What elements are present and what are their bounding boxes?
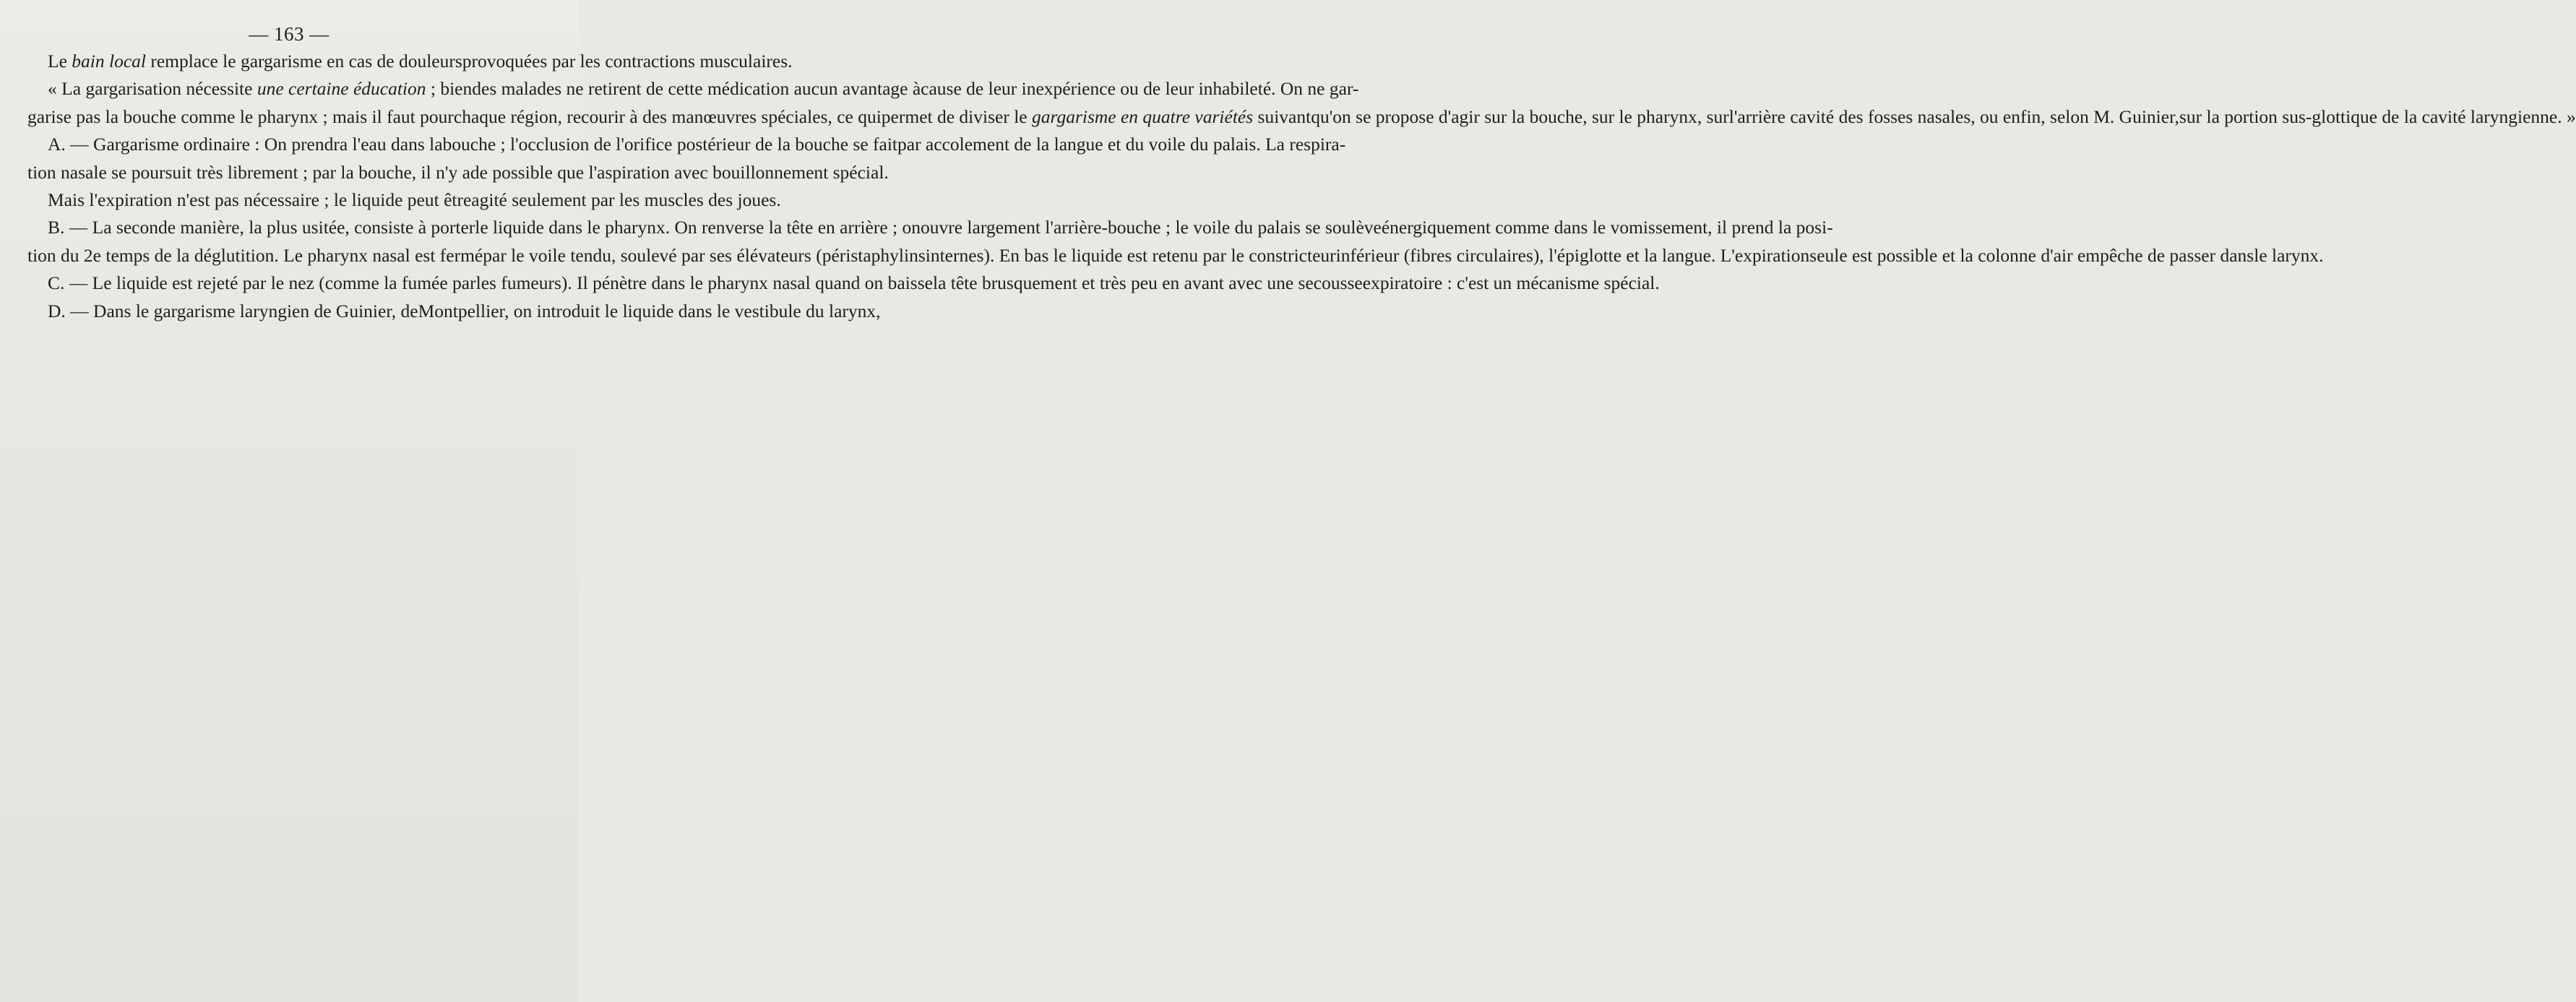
paragraph [27,48,793,75]
text-run: par le voile tendu, soulevé par ses élévateurs (péristaphylins [483,244,926,266]
text-line [471,189,780,210]
text-line [1363,272,1660,293]
italic-text: bain local [72,51,146,72]
text-run: D. — Dans le gargarisme laryngien de Guinier, de [48,300,418,321]
text-line [454,106,882,127]
text-run: provoquées par les contractions musculaires. [462,51,793,72]
text-run: énergiquement comme dans le vomissement, il prend la posi- [1381,217,1833,238]
text-run: A. — Gargarisme ordinaire : On prendra l'eau dans la [48,134,443,155]
text-run: bouche ; l'occlusion de l'orifice postérieur de la bouche se fait [442,134,897,155]
text-run: par accolement de la langue et du voile du palais. La respira- [897,134,1346,155]
text-run: tion du 2e temps de la déglutition. Le pharynx nasal est fermé [27,244,483,266]
text-run: les fumeurs). Il pénètre dans le pharynx nasal quand on baisse [475,272,933,294]
text-run: de possible que l'aspiration avec bouillonnement spécial. [470,161,889,183]
text-run: expiratoire : c'est un mécanisme spécial. [1362,272,1660,294]
text-run: chaque région, recourir à des manœuvres spéciales, ce qui [453,105,882,127]
text-line [475,217,921,238]
text-line [483,245,926,266]
text-run: l'arrière cavité des fosses nasales, ou enfin, selon M. Guinier, [1728,105,2179,127]
text-line [27,217,475,238]
text-run: ouvre largement l'arrière-bouche ; le voile du palais se soulève [921,217,1382,238]
text-line [897,134,1345,155]
text-run: agité seulement par les muscles des joues. [471,189,781,211]
page-number: — 163 — [249,23,329,45]
page-text-body [27,48,2576,325]
paragraph [27,298,881,325]
text-line [933,272,1363,293]
text-line [27,134,443,155]
text-line [926,245,1336,266]
paragraph [27,131,1346,186]
text-run: B. — La seconde manière, la plus usitée, consiste à porter [48,217,475,238]
text-run: seule est possible et la colonne d'air empêche de passer dans [1809,244,2254,266]
text-line [27,189,471,210]
text-run: qu'on se propose d'agir sur la bouche, sur le pharynx, sur [1311,105,1729,127]
text-line [27,162,470,183]
text-run: remplace le gargarisme en cas de douleurs [145,51,462,72]
text-line [1809,245,2254,266]
text-line [27,301,418,321]
paragraph [27,214,2324,269]
text-line [462,51,793,72]
text-line [2254,245,2323,266]
text-run: Mais l'expiration n'est pas nécessaire ; le liquide peut être [48,189,472,211]
text-line [1382,217,1833,238]
paragraph [27,269,1660,297]
text-run: garise pas la bouche comme le pharynx ; mais il faut pour [27,105,454,127]
text-line [418,301,881,321]
text-line [1311,106,1729,127]
text-line [1336,245,1810,266]
paragraph [27,75,2576,131]
text-run: cause de leur inexpérience ou de leur inhabileté. On ne gar- [921,78,1359,100]
paragraph [27,186,781,214]
text-run: Le [48,51,72,72]
text-run: « La gargarisation nécessite [48,78,257,100]
text-line [472,78,921,99]
text-run: ; bien [426,78,473,100]
text-line [443,134,897,155]
text-run: sur la portion sus-glottique de la cavité laryngienne. » [2179,105,2576,127]
text-line [921,78,1358,99]
italic-text: une certaine éducation [257,78,426,100]
text-run: le liquide dans le pharynx. On renverse la tête en arrière ; on [475,217,921,238]
text-run: suivant [1253,105,1311,127]
text-line [476,272,933,293]
text-line [27,106,454,127]
text-line [2179,106,2576,127]
text-run: C. — Le liquide est rejeté par le nez (comme la fumée par [48,272,476,294]
text-run: internes). En bas le liquide est retenu par le constricteur [925,244,1336,266]
text-line [882,106,1311,127]
text-run: le larynx. [2254,244,2324,266]
text-line [27,272,476,293]
text-run: inférieur (fibres circulaires), l'épiglotte et la langue. L'expiration [1335,244,1810,266]
italic-text: gargarisme en quatre variétés [1031,105,1254,127]
text-run: des malades ne retirent de cette médication aucun avantage à [472,78,921,100]
text-run: tion nasale se poursuit très librement ; par la bouche, il n'y a [27,161,470,183]
text-line [27,245,483,266]
text-line [27,51,462,72]
text-run: Montpellier, on introduit le liquide dans le vestibule du larynx, [418,300,881,321]
text-line [1729,106,2179,127]
text-line [470,162,889,183]
text-line [921,217,1382,238]
text-run: la tête brusquement et très peu en avant avec une secousse [932,272,1363,294]
text-run: permet de diviser le [881,105,1032,127]
text-line [27,78,472,99]
